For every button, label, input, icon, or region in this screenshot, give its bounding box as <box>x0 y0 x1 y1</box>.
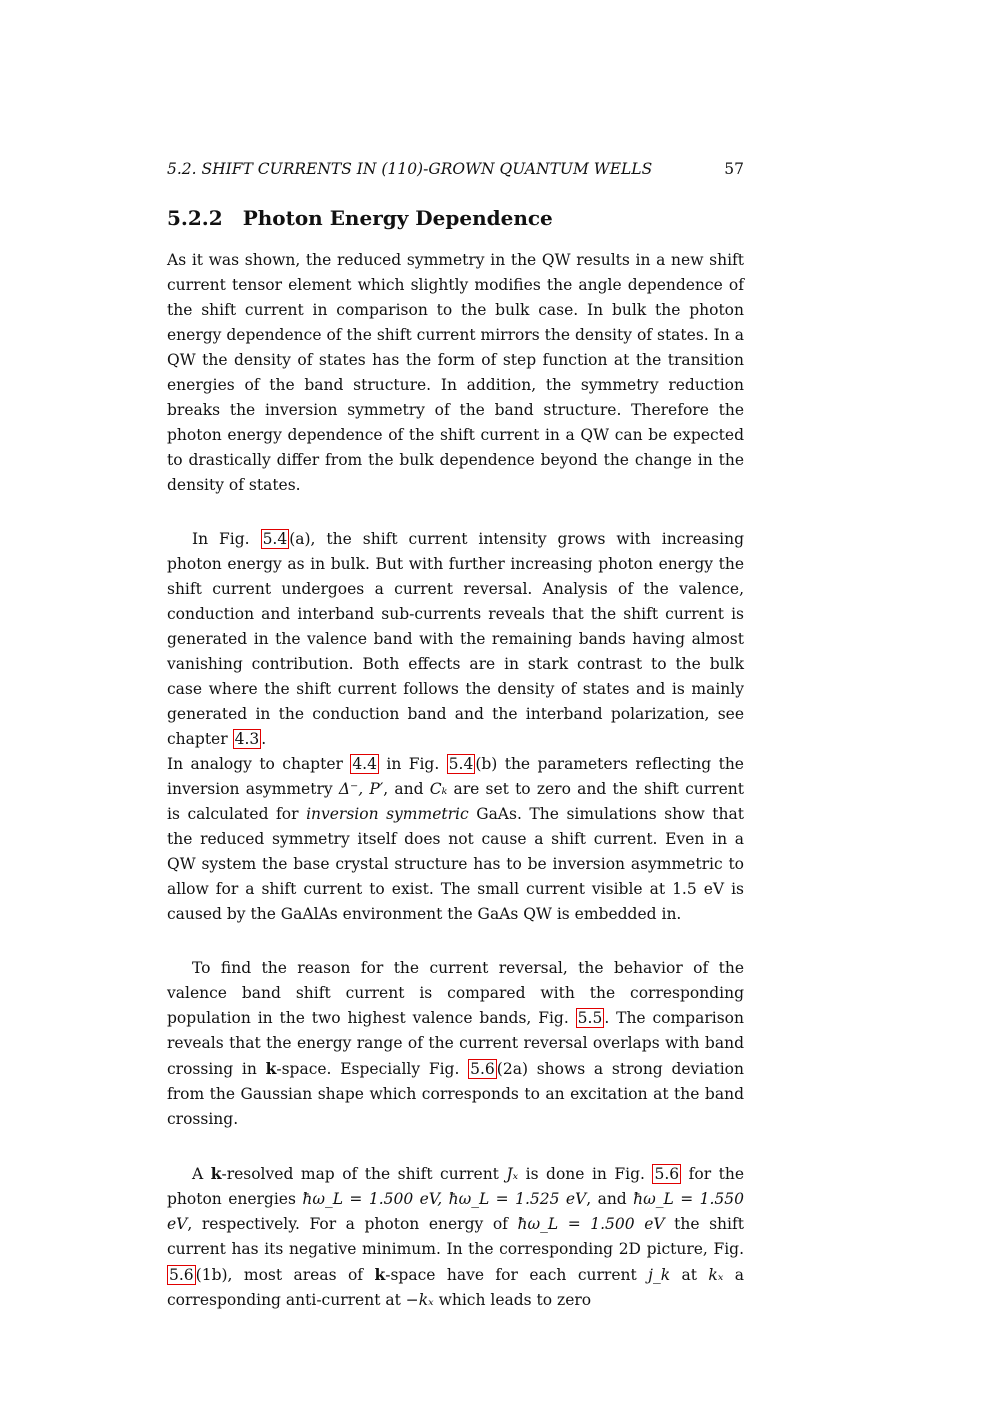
text-run: . The comparison reveals that the energy range of the current reversal overlaps with band crossing in <box>167 1009 744 1078</box>
bold-vector: k <box>265 1059 277 1078</box>
text-run: for the photon energies <box>167 1165 744 1208</box>
math-symbol: ħω_L = 1.500 eV, ħω_L = 1.525 eV <box>302 1190 587 1208</box>
figure-link[interactable]: 5.6 <box>654 1165 680 1183</box>
paragraph-gap <box>167 927 744 956</box>
section-title: Photon Energy Dependence <box>242 206 553 230</box>
text-run: , and <box>383 780 430 798</box>
section-heading <box>167 206 744 230</box>
figure-link[interactable]: 5.6 <box>169 1266 194 1284</box>
text-run: the shift current has its negative minimum. In the corresponding 2D picture, Fig. <box>167 1215 744 1258</box>
running-header <box>167 160 744 186</box>
text-run: -resolved map of the shift current <box>221 1165 507 1183</box>
text-run: , respectively. For a photon energy of <box>187 1215 518 1233</box>
text-run: GaAs. The simulations show that the reduced symmetry itself does not cause a shift current. Even in a QW system the base crystal structure has to be inversion asymmetric to allow for a shift current to exist. The small current visible at 1.5 eV is caused by the GaAlAs environment the GaAs QW is embedded in. <box>167 805 744 923</box>
text-run: In Fig. <box>192 530 261 548</box>
text-run: (b) the parameters reflecting the inversion asymmetry <box>167 755 744 798</box>
math-symbol: Δ⁻, P′ <box>338 780 384 798</box>
paragraph-3 <box>167 752 744 927</box>
math-symbol: ħω_L = 1.550 eV <box>167 1190 744 1233</box>
bold-vector: k <box>210 1164 222 1183</box>
paragraph-gap <box>167 498 744 527</box>
math-symbol: −kₓ <box>405 1291 434 1309</box>
section-number: 5.2.2 <box>167 206 223 230</box>
text-run: (2a) shows a strong deviation from the Gaussian shape which corresponds to an excitation at the band crossing. <box>167 1060 744 1128</box>
chapter-link[interactable]: 4.3 <box>234 730 260 748</box>
paragraph-1: As it was shown, the reduced symmetry in the QW results in a new shift current tensor element which slightly modifies the angle dependence of the shift current in comparison to the bulk case. In bulk the photon energy dependence of the shift current mirrors the density of states. In a QW the density of states has the form of step function at the transition energies of the band structure. In addition, the symmetry reduction breaks the inversion symmetry of the band structure. Therefore the photon energy dependence of the shift current in a QW can be expected to drastically differ from the bulk dependence beyond the change in the density of states. <box>167 251 744 494</box>
paragraph-4 <box>167 956 744 1132</box>
text-run: In analogy to chapter <box>167 755 351 773</box>
text-run: is done in Fig. <box>518 1165 653 1183</box>
text-run: at <box>670 1266 709 1284</box>
text-run: A <box>192 1165 211 1183</box>
text-run: (1b), most areas of <box>195 1266 375 1284</box>
page-body <box>167 160 744 1313</box>
text-run: a corresponding anti-current at <box>167 1266 744 1309</box>
text-run: -space. Especially Fig. <box>276 1060 469 1078</box>
figure-link[interactable]: 5.6 <box>470 1060 495 1078</box>
emphasis: inversion symmetric <box>306 805 469 823</box>
figure-link[interactable]: 5.4 <box>448 755 474 773</box>
text-run: which leads to zero <box>433 1291 592 1309</box>
figure-link[interactable]: 5.4 <box>262 530 288 548</box>
text-run: (a), the shift current intensity grows with increasing photon energy as in bulk. But with further increasing photon energy the shift current undergoes a current reversal. Analysis of the valence, conduction and interband sub-currents reveals that the shift current is generated in the valence band with the remaining bands having almost vanishing contribution. Both effects are in stark contrast to the bulk case where the shift current follows the density of states and is mainly generated in the conduction band and the interband polarization, see chapter <box>167 530 744 748</box>
math-symbol: kₓ <box>708 1266 724 1284</box>
page-number: 57 <box>724 160 744 178</box>
text-run: are set to zero and the shift current is calculated for <box>167 780 744 823</box>
paragraph-2 <box>167 527 744 752</box>
math-symbol: Jₓ <box>506 1165 519 1183</box>
text-run: To find the reason for the current reversal, the behavior of the valence band shift current is compared with the corresponding population in the two highest valence bands, Fig. <box>167 959 744 1027</box>
paragraph-5 <box>167 1161 744 1313</box>
chapter-link[interactable]: 4.4 <box>352 755 377 773</box>
math-symbol: ħω_L = 1.500 eV <box>517 1215 665 1233</box>
text-run: , and <box>586 1190 634 1208</box>
bold-vector: k <box>374 1265 386 1284</box>
paragraph-gap <box>167 1132 744 1161</box>
text-run: . <box>261 730 267 748</box>
math-symbol: Cₖ <box>429 780 448 798</box>
math-symbol: j_k <box>648 1266 671 1284</box>
text-run: -space have for each current <box>385 1266 649 1284</box>
running-title: 5.2. SHIFT CURRENTS IN (110)-GROWN QUANTUM WELLS <box>167 160 653 178</box>
figure-link[interactable]: 5.5 <box>577 1009 603 1027</box>
text-run: in Fig. <box>378 755 447 773</box>
